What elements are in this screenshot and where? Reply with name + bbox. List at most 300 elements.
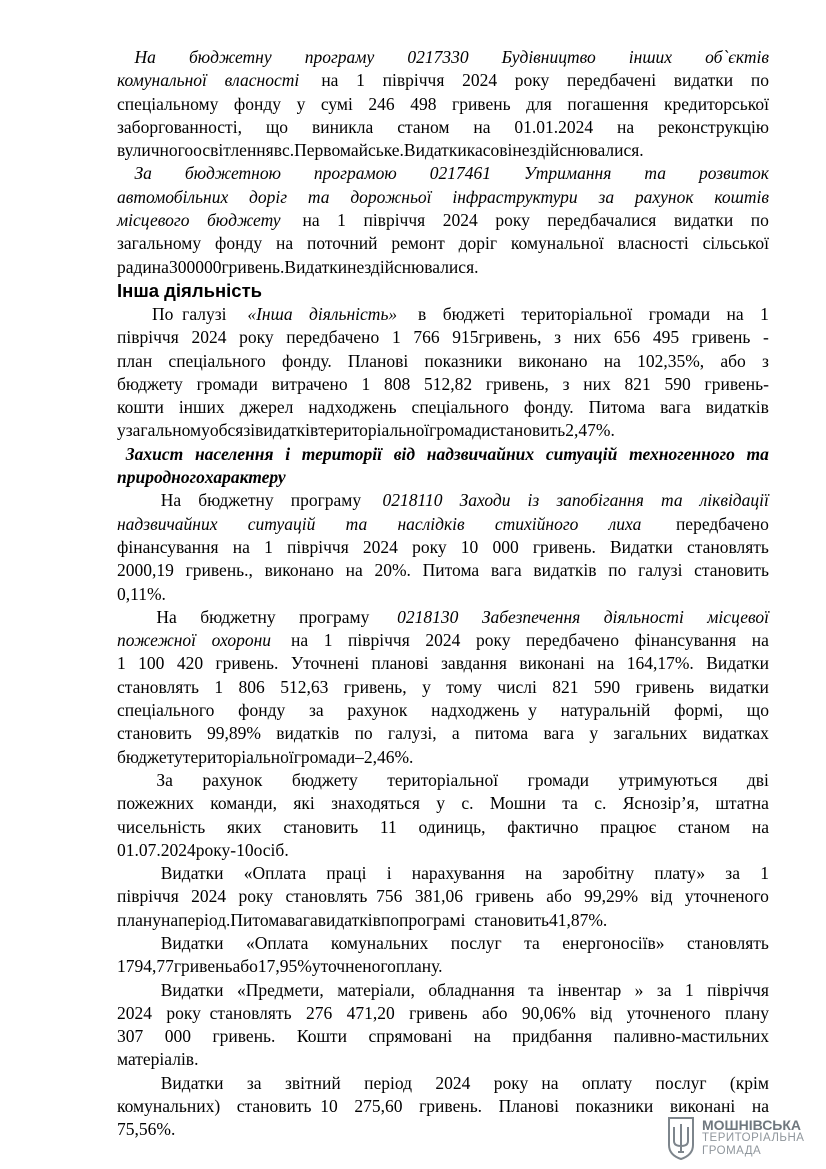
text-span: по <box>380 909 399 930</box>
text-span: становлять <box>686 932 769 953</box>
text-line <box>117 909 769 932</box>
text-span: гривень. <box>419 1096 483 1117</box>
text-span: станом <box>397 116 450 137</box>
text-span: фонду <box>214 233 263 254</box>
text-span: гривень, <box>343 676 407 697</box>
text-span: за <box>656 979 672 1000</box>
section-heading-text: Інша діяльність <box>117 279 263 301</box>
text-span: здійснювалися. <box>364 256 479 277</box>
text-span: півріччя <box>382 70 445 91</box>
text-line <box>117 769 769 792</box>
text-span: на <box>473 116 491 137</box>
text-span: 512,63 <box>280 676 329 697</box>
text-span: становлять <box>117 676 199 697</box>
text-span: плату» <box>654 863 706 884</box>
text-span: для <box>526 93 552 114</box>
text-span: по <box>750 210 769 231</box>
text-span: Видатки <box>403 140 467 161</box>
text-span: «Оплата <box>246 932 309 953</box>
paragraphs-block-3 <box>117 489 769 1141</box>
text-line <box>117 862 769 885</box>
text-span: на <box>751 816 769 837</box>
text-span: Питома <box>588 397 646 418</box>
text-line <box>117 839 769 862</box>
text-span: спеціального <box>117 700 215 721</box>
text-span: - <box>230 839 237 860</box>
text-span: 246 <box>368 93 395 114</box>
text-span: та <box>660 490 683 511</box>
text-span: становить <box>283 816 359 837</box>
text-line <box>117 373 769 396</box>
text-span: півріччя <box>707 979 769 1000</box>
text-span: гривень <box>409 1002 468 1023</box>
text-span: комунальної <box>510 233 604 254</box>
text-span: За <box>117 769 173 790</box>
text-line <box>117 232 769 255</box>
text-span: або <box>232 956 258 977</box>
text-span: становлять <box>686 536 769 557</box>
text-span: план <box>117 350 153 371</box>
text-span: гривень. <box>215 653 279 674</box>
text-span: в <box>413 303 427 324</box>
text-span: «Оплата <box>243 863 307 884</box>
text-span: на <box>298 210 320 231</box>
text-span: 1 <box>337 210 346 231</box>
text-line <box>117 419 769 442</box>
text-span: а <box>451 723 460 744</box>
text-span: за <box>598 186 615 207</box>
text-span: 2,47 <box>565 420 596 441</box>
paragraphs-block-1 <box>117 46 769 279</box>
text-span: 275,60 <box>354 1096 403 1117</box>
text-line <box>117 209 769 232</box>
text-span: 821 <box>552 676 579 697</box>
text-span: послуг <box>655 1072 707 1093</box>
text-span: заробітну <box>562 863 635 884</box>
text-line <box>117 396 769 419</box>
text-line <box>117 1002 769 1025</box>
text-span: оплату <box>581 1072 633 1093</box>
text-span: бюджетну <box>188 47 272 67</box>
text-span: бюджетну <box>198 490 274 511</box>
text-span: ради <box>117 256 152 277</box>
text-span: Видатки <box>117 979 224 1000</box>
text-span: фонду <box>238 700 286 721</box>
text-span: з <box>554 327 562 348</box>
text-span: працює <box>600 816 657 837</box>
text-span: 0,11%. <box>117 583 166 604</box>
text-span: року <box>239 327 274 348</box>
text-span: 1 <box>214 676 224 697</box>
text-span: становить <box>117 723 192 744</box>
text-span: Питома <box>422 560 480 581</box>
text-span: і <box>386 863 392 884</box>
text-line <box>117 699 769 722</box>
text-span: 498 <box>410 93 437 114</box>
text-span: придбання <box>512 1026 593 1047</box>
text-span: півріччя <box>117 327 179 348</box>
logo-title: МОШНІВСЬКА <box>702 1116 802 1133</box>
text-span: наслідків <box>397 513 465 534</box>
document-page <box>117 46 769 1142</box>
text-span: на <box>473 1026 491 1047</box>
text-span: видатків <box>276 723 340 744</box>
text-span: 806 <box>238 676 265 697</box>
text-span: бюджетну <box>200 606 276 627</box>
text-span: територіальної <box>521 303 633 324</box>
text-span: осіб. <box>253 839 289 860</box>
text-span: заборгованності, <box>117 116 242 137</box>
text-span: спеціальному <box>117 93 219 114</box>
text-line <box>117 652 769 675</box>
text-span: гривень- <box>704 373 769 394</box>
text-span: Яснозір’я, <box>622 793 700 814</box>
text-line <box>117 69 769 92</box>
text-span: або <box>482 1002 508 1023</box>
text-line <box>117 606 769 629</box>
text-span: від <box>590 1002 613 1023</box>
text-span: 656 <box>613 327 641 348</box>
text-span: Забезпечення <box>481 606 581 627</box>
text-span: бюджетною <box>184 163 281 184</box>
text-span: надзвичайних <box>426 443 535 464</box>
text-line <box>117 676 769 699</box>
text-span: не <box>512 140 530 161</box>
text-line <box>117 1072 769 1095</box>
text-span: характеру <box>204 467 286 488</box>
text-span: на <box>275 233 294 254</box>
text-span: року <box>475 630 511 651</box>
text-span: планові <box>371 653 429 674</box>
text-span: ремонт <box>391 233 445 254</box>
text-span: 2024 <box>435 1072 471 1093</box>
text-span: півріччя <box>117 886 179 907</box>
text-span: 1 <box>264 536 273 557</box>
text-span: бюджету <box>207 210 281 231</box>
text-span: 1 <box>361 373 371 394</box>
text-span: програмою <box>313 163 397 184</box>
text-span: передбачалися <box>547 210 657 231</box>
text-span: та <box>644 163 666 184</box>
text-span: Заходи <box>459 490 511 511</box>
text-span: гривень. <box>212 1026 276 1047</box>
text-span: 2000,19 <box>117 560 174 581</box>
text-span: здійснювалися. <box>529 140 644 161</box>
community-logo <box>666 1113 816 1163</box>
text-span: уточненого <box>311 956 396 977</box>
text-span: Утримання <box>524 163 612 184</box>
text-span: по <box>750 70 769 91</box>
text-span: с. <box>461 793 474 814</box>
text-span: що <box>265 116 289 137</box>
text-span: вага <box>490 560 522 581</box>
text-span: – <box>355 746 364 767</box>
text-span: передбачено <box>286 327 380 348</box>
text-span: На <box>117 47 156 67</box>
text-span: видатках <box>702 723 769 744</box>
text-span: 307 <box>117 1026 144 1047</box>
text-span: 808 <box>383 373 411 394</box>
text-span: за <box>725 863 740 884</box>
text-span: на <box>316 70 339 91</box>
text-span: загальних <box>613 723 688 744</box>
text-span: 99,29% <box>584 886 639 907</box>
text-span: гривень. <box>221 256 285 277</box>
text-span: формі, <box>674 700 724 721</box>
text-span: Видатки <box>284 256 348 277</box>
text-span: 1 <box>117 653 126 674</box>
text-span: або <box>546 886 572 907</box>
text-span: місцевого <box>117 210 190 231</box>
text-line <box>117 186 769 209</box>
text-span: 381,06 <box>414 886 463 907</box>
text-span: «Предмети, <box>236 979 324 1000</box>
text-span: обладнання <box>428 979 515 1000</box>
text-span: Первомайське. <box>294 140 404 161</box>
text-span: року <box>514 70 550 91</box>
text-span: спрямовані <box>368 1026 453 1047</box>
text-span: власності <box>617 233 689 254</box>
text-span: питома <box>474 723 529 744</box>
text-span: с. <box>282 140 295 161</box>
text-span: Питома <box>230 909 287 930</box>
text-span: галузі, <box>387 723 437 744</box>
text-line <box>117 559 769 582</box>
text-span: півріччя <box>363 210 426 231</box>
text-span: натуральній <box>560 700 651 721</box>
text-span: інших <box>178 397 225 418</box>
text-span: та <box>345 513 368 534</box>
text-span: » <box>634 979 644 1000</box>
text-span: На <box>117 606 177 627</box>
text-span: нарахування <box>411 863 505 884</box>
text-span: по <box>608 560 627 581</box>
text-span: показники <box>575 1096 654 1117</box>
text-span: - <box>763 327 769 348</box>
text-span: видатки <box>673 70 734 91</box>
text-line <box>117 303 769 326</box>
text-span: станом <box>677 816 731 837</box>
text-span: поточний <box>306 233 378 254</box>
text-span: в <box>273 140 282 161</box>
text-span: за <box>308 700 324 721</box>
text-line <box>117 93 769 116</box>
text-span: 1 <box>356 70 365 91</box>
text-span: гривень <box>691 327 751 348</box>
text-span: видатків <box>317 909 381 930</box>
text-span: 2024 <box>462 70 498 91</box>
text-span: фінансування <box>634 630 737 651</box>
text-span: що <box>746 700 769 721</box>
text-span: 0218110 <box>382 490 443 511</box>
text-span: реконструкцію <box>657 116 769 137</box>
text-span: 2024 <box>425 630 461 651</box>
text-span: гривень, <box>485 373 549 394</box>
text-span: матеріалів. <box>117 1049 199 1070</box>
text-span: 10 <box>236 839 254 860</box>
text-span: 2024 <box>191 886 227 907</box>
text-span: населення <box>194 443 274 464</box>
text-span: на <box>345 560 363 581</box>
text-span: рахунок <box>202 769 263 790</box>
text-span: Видатки <box>117 932 224 953</box>
text-span: інфраструктури <box>452 186 578 207</box>
text-span: техногенного <box>629 443 735 464</box>
text-span: 0218130 <box>397 606 459 627</box>
text-span: на <box>160 909 179 930</box>
text-span: і <box>285 443 291 464</box>
text-span: передбачено <box>671 513 769 534</box>
text-span: 99,89% <box>207 723 261 744</box>
text-span: лиха <box>608 513 642 534</box>
text-span: на <box>751 630 769 651</box>
text-span: 20%. <box>374 560 411 581</box>
text-span: рахунок <box>634 186 694 207</box>
text-span: 300 <box>168 256 196 277</box>
text-span: рахунок <box>347 700 408 721</box>
text-span: плану <box>117 909 161 930</box>
text-span: охорони <box>211 630 272 651</box>
text-span: 2024 <box>442 210 478 231</box>
text-span: дві <box>746 769 769 790</box>
text-span: Видатки <box>117 863 224 884</box>
trident-coat-of-arms-icon <box>666 1115 696 1161</box>
text-span: Уточнені <box>290 653 360 674</box>
text-span: розвиток <box>698 163 769 184</box>
text-span: вага <box>543 723 575 744</box>
text-span: 000 <box>164 1026 191 1047</box>
text-span: року <box>195 839 231 860</box>
text-span: 590 <box>593 676 621 697</box>
text-span: 75,56%. <box>117 1119 176 1140</box>
text-line <box>117 1025 769 1048</box>
text-line <box>117 722 769 745</box>
text-span: року становлять <box>166 1002 292 1023</box>
text-span: спеціального <box>411 397 509 418</box>
text-span: року на <box>493 1072 559 1093</box>
text-span: уточненого <box>626 1002 711 1023</box>
text-line <box>117 979 769 1002</box>
text-span: знаходяться <box>331 793 420 814</box>
text-span: 276 <box>305 1002 333 1023</box>
text-span: інвентар <box>557 979 622 1000</box>
text-span: доріг <box>458 233 498 254</box>
text-span: місцевої <box>707 606 769 627</box>
text-line <box>117 162 769 185</box>
text-span: фінансування <box>117 536 219 557</box>
text-span: становить 10 <box>236 1096 338 1117</box>
text-span: не <box>347 256 365 277</box>
text-span: які <box>293 793 315 814</box>
text-span: на <box>525 863 543 884</box>
text-span: бюджеті <box>442 303 505 324</box>
text-span: 1 <box>323 630 333 651</box>
text-span: природного <box>117 467 205 488</box>
section-heading <box>117 279 769 303</box>
text-span: гривень <box>475 886 534 907</box>
text-line <box>117 326 769 349</box>
text-span: 512,82 <box>423 373 473 394</box>
text-span: у <box>296 93 306 114</box>
text-span: від <box>393 443 416 464</box>
text-span: ліквідації <box>699 490 769 511</box>
text-span: 2024 <box>362 536 398 557</box>
text-line <box>117 746 769 769</box>
text-span: звітний <box>284 1072 341 1093</box>
text-span: витрачено <box>271 373 348 394</box>
text-span: 1 <box>760 863 769 884</box>
text-span: ситуацій <box>545 443 618 464</box>
text-span: с. <box>594 793 607 814</box>
text-span: уточненого <box>684 886 769 907</box>
text-line <box>117 1048 769 1071</box>
subsection-heading-line <box>117 466 769 489</box>
text-span: видатки <box>673 210 734 231</box>
text-span: громади <box>196 373 258 394</box>
text-span: становить <box>694 560 769 581</box>
text-span: пожежних <box>117 793 194 814</box>
text-span: яких <box>227 816 262 837</box>
text-span: на <box>151 256 169 277</box>
text-span: комунальних <box>330 932 429 953</box>
text-span: 164,17%. <box>626 653 694 674</box>
text-span: (крім <box>729 1072 769 1093</box>
text-span: Видатки <box>610 536 673 557</box>
text-span: галузі <box>638 560 683 581</box>
text-span: року <box>238 886 274 907</box>
text-span: 41,87%. <box>548 909 608 930</box>
text-span: 100 <box>138 653 165 674</box>
text-span: становлять 756 <box>285 886 403 907</box>
text-span: вага <box>660 397 691 418</box>
text-span: діяльність» <box>309 303 398 324</box>
text-span: них <box>573 327 602 348</box>
text-span: матеріали, <box>337 979 415 1000</box>
text-span: 821 <box>624 373 651 394</box>
text-span: громади <box>429 420 491 441</box>
text-span: 2024 <box>191 327 227 348</box>
text-span: чисельність <box>117 816 206 837</box>
text-span: доріг <box>249 186 288 207</box>
text-span: команди, <box>210 793 277 814</box>
text-span: надзвичайних <box>117 513 218 534</box>
text-span: штатна <box>715 793 769 814</box>
text-span: Планові <box>347 350 409 371</box>
text-span: 1 <box>391 327 401 348</box>
text-span: виконані <box>669 1096 736 1117</box>
text-span: громади <box>293 746 356 767</box>
text-span: видатків <box>533 560 597 581</box>
text-span: передбачені <box>567 70 657 91</box>
text-span: Видатки <box>706 653 769 674</box>
text-line <box>117 816 769 839</box>
text-span: із <box>527 490 540 511</box>
text-span: загальному <box>117 233 202 254</box>
text-span: у <box>117 420 126 441</box>
text-span: 000 <box>195 256 222 277</box>
text-span: показники <box>424 350 503 371</box>
text-span: півріччя <box>348 630 410 651</box>
text-span: за <box>246 1072 262 1093</box>
text-span: надходжень <box>308 397 397 418</box>
text-span: числі <box>497 676 537 697</box>
text-span: надходжень у <box>431 700 537 721</box>
text-span: По галузі <box>117 303 231 324</box>
text-span: 1794,77 <box>117 956 174 977</box>
text-span: 1 <box>684 979 694 1000</box>
text-line <box>117 116 769 139</box>
text-span: становить <box>490 420 566 441</box>
